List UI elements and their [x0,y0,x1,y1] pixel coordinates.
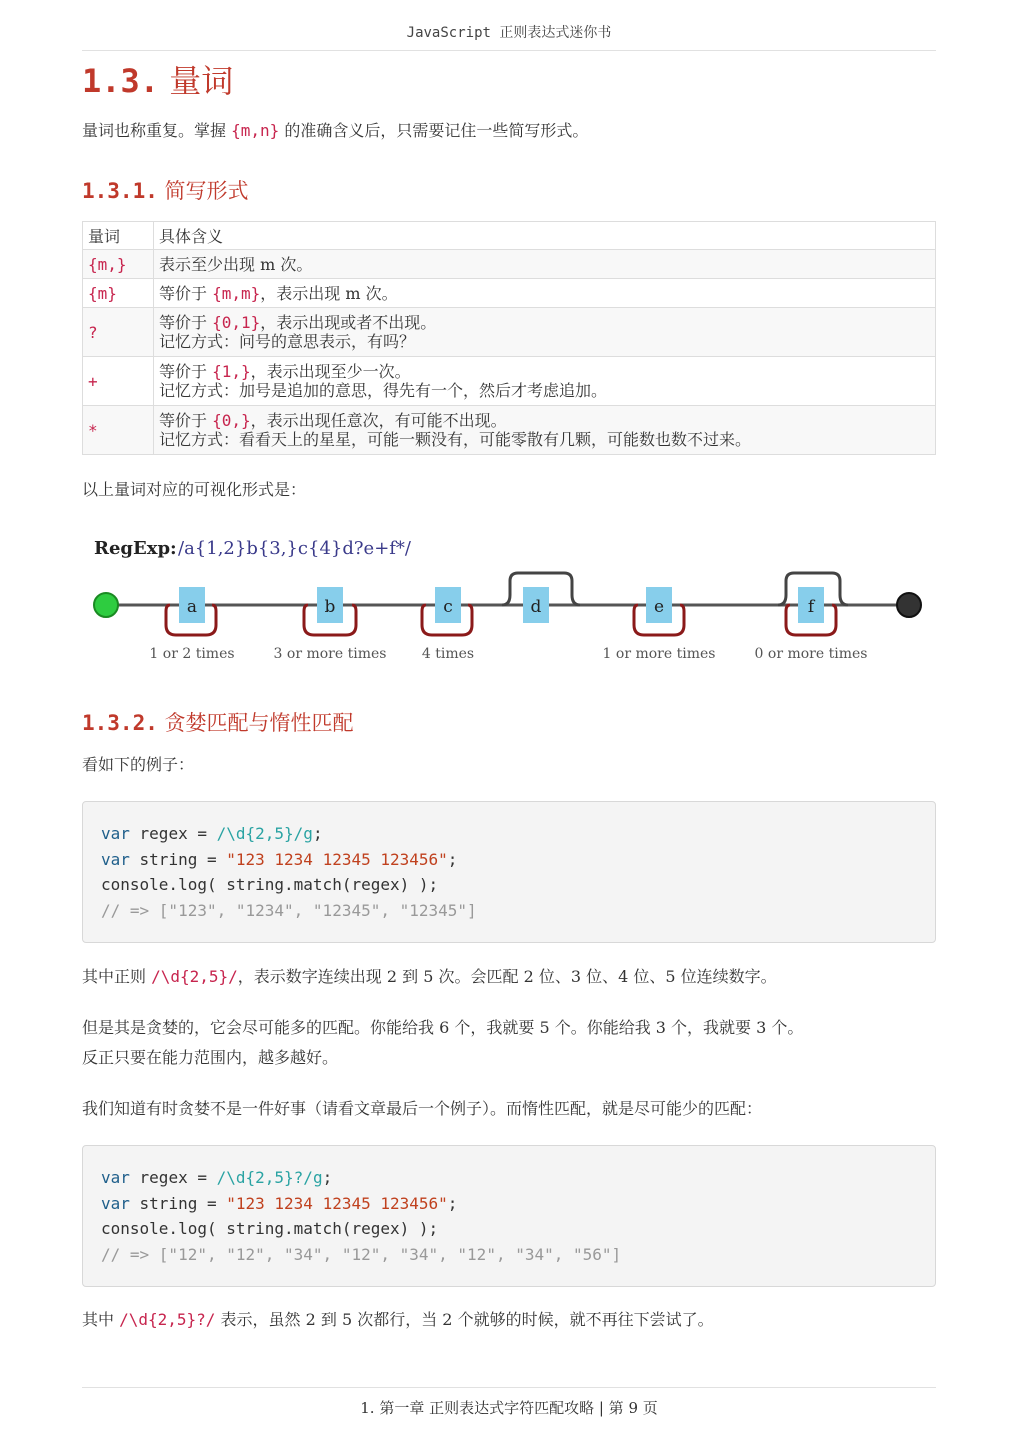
subsection-number: 1.3.1. [82,179,158,203]
section-intro [82,116,588,146]
caption-e: 1 or more times [602,646,716,662]
subsection-heading-shorthand [82,175,249,205]
meaning-text: 等价于 [159,283,213,303]
table-row [83,250,936,279]
code-comment: // => ["123", "1234", "12345", "12345"] [101,900,477,920]
inline-regex: /\d{2,5}?/ [119,1310,216,1329]
table-header-cell: 具体含义 [154,222,936,250]
subsection-number: 1.3.2. [82,711,158,735]
running-header: JavaScript 正则表达式迷你书 [406,25,612,41]
inline-code: {m,m} [212,283,261,303]
code-comment: // => ["12", "12", "34", "12", "34", "12", "34", "56"] [101,1244,622,1264]
table-row [83,279,936,308]
meaning-text: 记忆方式：看看天上的星星，可能一颗没有，可能零散有几颗，可能数也数不过来。 [159,430,752,449]
table-header-cell: 量词 [83,222,154,250]
meaning-text: 记忆方式：问号的意思表示，有吗？ [159,332,416,351]
code-line: var regex = /\d{2,5}?/g; [101,1168,333,1187]
table-header-row [83,222,936,250]
meaning-line [159,332,930,351]
quantifier-cell: {m,} [83,250,154,279]
caption-c: 4 times [421,646,475,662]
section-number: 1.3. [82,62,160,100]
node-f-label: f [807,597,815,617]
section-title: 量词 [169,62,234,100]
meaning-line [159,411,930,430]
diagram-label: RegExp: [94,538,177,559]
greedy-description-line-2: 反正只要在能力范围内，越多越好。 [82,1048,339,1067]
inline-code: {0,1} [212,313,261,332]
table-row [83,308,936,357]
inline-regex: /\d{2,5}/ [151,967,238,986]
quantifier-table [82,221,936,455]
quantifier-cell: ? [83,308,154,357]
meaning-cell [154,406,936,455]
meaning-line [159,313,930,332]
inline-code: {1,} [212,362,251,381]
meaning-text: 等价于 [159,362,213,381]
meaning-line [159,430,930,449]
greedy-explanation: 其中正则 /\d{2,5}/，表示数字连续出现 2 到 5 次。会匹配 2 位、3 位、4 位、5 位连续数字。 [82,967,777,986]
code-block-greedy [82,801,936,943]
node-c-label: c [443,597,453,617]
greedy-description [82,1013,803,1073]
meaning-text: ，表示出现 m 次。 [260,283,398,303]
meaning-text: ，表示出现任意次，有可能不出现。 [250,411,507,430]
header-divider [82,50,936,51]
footer-divider [82,1387,936,1388]
visual-intro: 以上量词对应的可视化形式是： [82,480,307,499]
table-row [83,357,936,406]
subsection-heading-greedy-lazy [82,707,354,737]
meaning-text: 等价于 [159,411,213,430]
section-heading [82,56,233,102]
meaning-text: 等价于 [159,313,213,332]
meaning-line [159,381,930,400]
caption-a: 1 or 2 times [149,646,235,662]
intro-code: {m,n} [231,121,280,140]
node-b-label: b [324,597,336,617]
node-e-label: e [653,597,665,617]
intro-text-before: 量词也称重复。掌握 [82,121,232,140]
meaning-line [159,362,930,381]
subsection-title: 贪婪匹配与惰性匹配 [164,711,354,735]
caption-f: 0 or more times [754,646,868,662]
meaning-line [159,284,930,303]
quantifier-cell: {m} [83,279,154,308]
code-block-lazy [82,1145,936,1287]
meaning-cell [154,279,936,308]
meaning-cell [154,250,936,279]
intro-text-after: 的准确含义后，只需要记住一些简写形式。 [279,121,589,140]
code-line: var string = "123 1234 12345 123456"; [101,849,458,869]
start-node [94,593,118,617]
meaning-cell [154,357,936,406]
code-line: var string = "123 1234 12345 123456"; [101,1193,458,1213]
greedy-description-line-1: 但是其是贪婪的，它会尽可能多的匹配。你能给我 6 个，我就要 5 个。你能给我 3 个，我就要 3 个。 [82,1018,804,1037]
table-row [83,406,936,455]
meaning-text: ，表示出现或者不出现。 [260,313,437,332]
meaning-line [159,255,930,274]
quantifier-cell: * [83,406,154,455]
diagram-regex: /a{1,2}b{3,}c{4}d?e+f*/ [178,538,411,559]
end-node [897,593,921,617]
meaning-text: 记忆方式：加号是追加的意思，得先有一个，然后才考虑追加。 [159,381,608,400]
node-a-label: a [186,597,198,617]
caption-b: 3 or more times [273,646,387,662]
subsection-title: 简写形式 [164,179,249,203]
quantifier-cell: + [83,357,154,406]
code-line: console.log( string.match(regex) ); [101,875,439,894]
inline-code: {0,} [212,411,251,430]
regex-railroad-diagram [82,528,936,668]
meaning-text: 表示至少出现 m 次。 [159,254,313,274]
code-line: console.log( string.match(regex) ); [101,1219,439,1238]
meaning-text: ，表示出现至少一次。 [250,362,411,381]
lazy-explanation: 其中 /\d{2,5}?/ 表示，虽然 2 到 5 次都行，当 2 个就够的时候，就不再往下尝试了。 [82,1310,714,1329]
example-intro: 看如下的例子： [82,755,195,774]
running-footer: 1. 第一章 正则表达式字符匹配攻略 | 第 9 页 [360,1399,658,1417]
code-line: var regex = /\d{2,5}/g; [101,824,323,843]
lazy-intro: 我们知道有时贪婪不是一件好事（请看文章最后一个例子）。而惰性匹配，就是尽可能少的匹配： [82,1099,763,1118]
node-d-label: d [530,597,542,617]
meaning-cell [154,308,936,357]
